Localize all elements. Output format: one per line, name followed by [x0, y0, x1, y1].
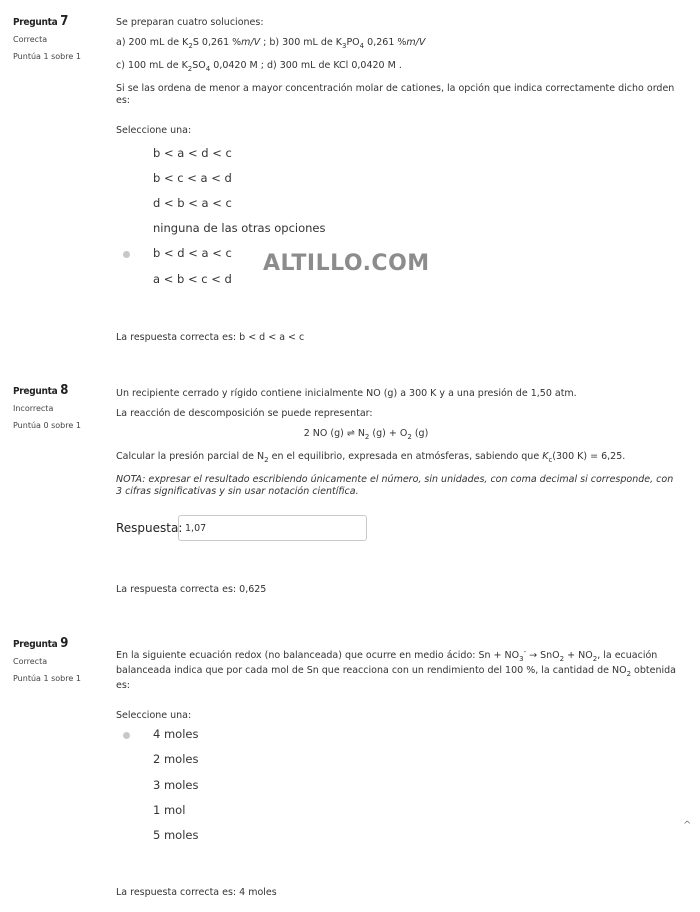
option-q7-1[interactable]: b < a < d < c [153, 146, 232, 160]
question-state: Incorrecta [13, 404, 54, 413]
correct-answer-q9: La respuesta correcta es: 4 moles [116, 887, 277, 898]
response-input[interactable]: 1,07 [178, 515, 367, 541]
option-q9-1[interactable]: 4 moles [153, 727, 199, 741]
question-number: Pregunta 8 [13, 383, 69, 398]
correct-answer-q8: La respuesta correcta es: 0,625 [116, 584, 267, 595]
question-7-info [13, 14, 108, 61]
question-7-text: Se preparan cuatro soluciones: a) 200 mL de $K_2S$ 0,261 %m/V ; b) 300 mL de $K_3PO_4$ 0,261 %m/V c) 100 mL de $K_2SO_4$ 0,0420 M ; d) 300 mL de KCl 0,0420 M . Si se las ordena de menor a mayor concentración molar de cationes, la opción que indica correctamente dicho orden es: Seleccione una: [116, 17, 675, 136]
response-label: Respuesta: [116, 521, 183, 535]
question-grade: Puntúa 1 sobre 1 [13, 52, 81, 61]
question-state: Correcta [13, 35, 48, 44]
option-q9-5[interactable]: 5 moles [153, 828, 199, 842]
option-q7-5[interactable]: b < d < a < c [153, 246, 232, 260]
option-q9-3[interactable]: 3 moles [153, 778, 199, 792]
radio-selected-icon[interactable] [123, 251, 130, 258]
question-9-text: En la siguiente ecuación redox (no balanceada) que ocurre en medio ácido: $Sn + NO_3^- \to SnO_2 + NO_2$, la ecuación balanceada indica que por cada mol de Sn que reacciona con un rendimiento del 100 %, la cantidad de $NO_2$ obtenida es: Seleccione una: [116, 648, 676, 721]
question-grade: Puntúa 0 sobre 1 [13, 421, 81, 430]
option-q9-4[interactable]: 1 mol [153, 803, 186, 817]
option-q7-2[interactable]: b < c < a < d [153, 171, 232, 185]
question-9-info [13, 636, 108, 683]
select-prompt: Seleccione una: [116, 710, 192, 721]
option-q7-3[interactable]: d < b < a < c [153, 196, 232, 210]
equation: 2 NO (g) ⇌ $N_2$ $(g) + O_2$ (g) [303, 428, 429, 441]
chevron-up-icon[interactable]: ^ [683, 820, 692, 831]
question-grade: Puntúa 1 sobre 1 [13, 674, 81, 683]
question-number: Pregunta 7 [13, 14, 69, 29]
question-state: Correcta [13, 657, 48, 666]
question-number: Pregunta 9 [13, 636, 69, 651]
option-q7-6[interactable]: a < b < c < d [153, 272, 232, 286]
question-8-text: Un recipiente cerrado y rígido contiene inicialmente NO (g) a 300 K y a una presión de 1,50 atm. La reacción de descomposición se puede representar: 2 NO (g) ⇌ $N_2$ $(g) + O_2$ (g) Calcular la presión parcial de $N_2$ en el equilibrio, expresada en atmósferas, sabiendo que $K_c(300$ K) = 6,25. NOTA: expresar el resultado escribiendo únicamente el número, sin unidades, con coma decimal si corresponde, con 3 cifras significativas y sin usar notación científica. [116, 388, 676, 498]
option-q7-4[interactable]: ninguna de las otras opciones [153, 221, 326, 235]
watermark: ALTILLO.COM [263, 251, 430, 276]
option-q9-2[interactable]: 2 moles [153, 752, 199, 766]
question-8-info [13, 383, 108, 430]
correct-answer-q7: La respuesta correcta es: b < d < a < c [116, 332, 305, 343]
select-prompt: Seleccione una: [116, 125, 192, 136]
radio-selected-icon[interactable] [123, 732, 130, 739]
